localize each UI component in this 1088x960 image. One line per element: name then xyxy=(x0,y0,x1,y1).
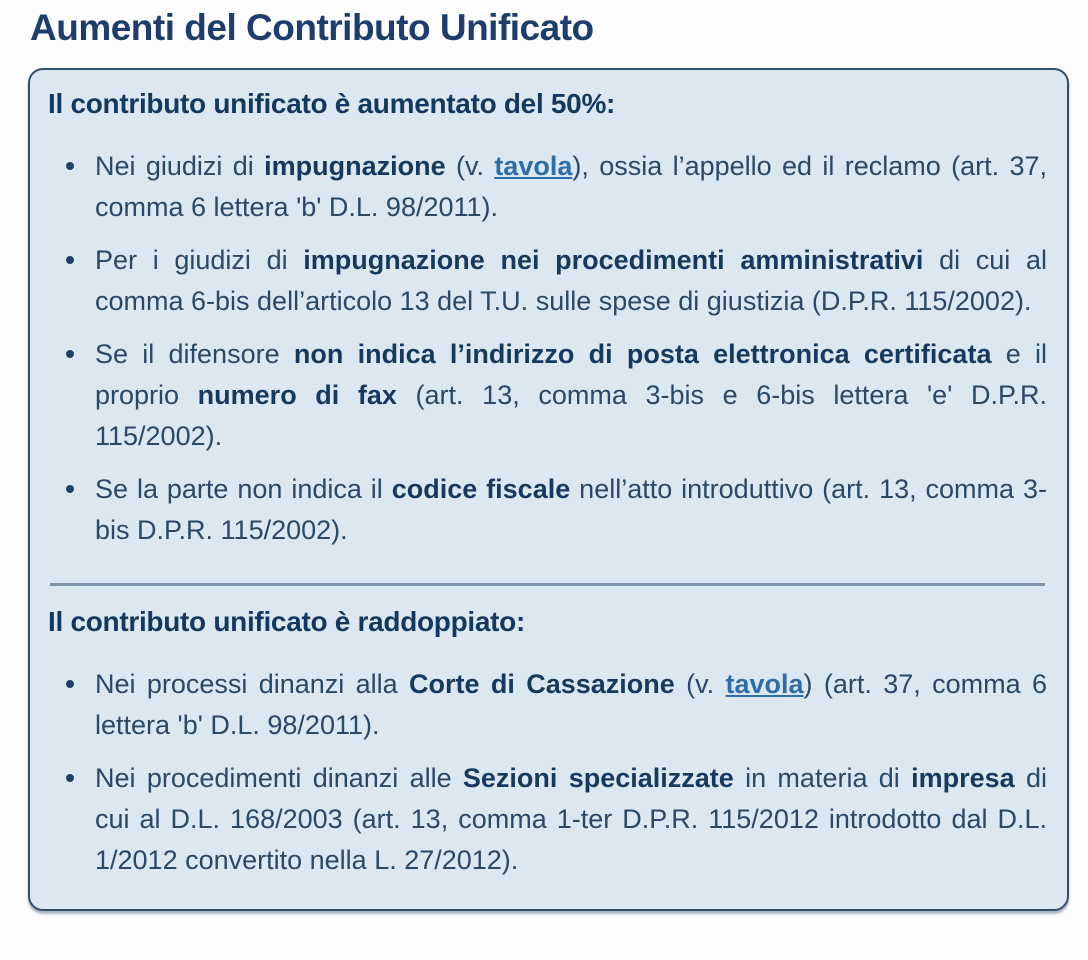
bullet-list xyxy=(48,146,1047,551)
bold-text: Sezioni specializzate xyxy=(462,763,734,793)
text-segment: nell’atto introduttivo (art. 13, comma 3-bis D.P.R. 115/2002). xyxy=(95,474,1047,545)
bold-text: Corte di Cassazione xyxy=(409,669,675,699)
text-segment: Se il difensore xyxy=(95,339,294,369)
text-segment: di cui al comma 6-bis dell’articolo 13 del T.U. sulle spese di giustizia (D.P.R. 115/2002). xyxy=(95,245,1047,316)
text-segment: (art. 13, comma 3-bis e 6-bis lettera 'e' D.P.R. 115/2002). xyxy=(95,380,1047,451)
text-segment: Nei giudizi di xyxy=(95,151,265,181)
bullet-icon xyxy=(66,162,74,170)
section-divider xyxy=(50,583,1045,586)
text-segment: (v. xyxy=(674,669,726,699)
bullet-icon xyxy=(66,774,74,782)
list-item xyxy=(95,240,1047,322)
text-segment: Nei procedimenti dinanzi alle xyxy=(95,763,463,793)
list-item xyxy=(95,146,1047,228)
panel-sections xyxy=(48,84,1047,881)
section-heading: Il contributo unificato è raddoppiato: xyxy=(48,606,526,637)
text-segment: in materia di xyxy=(733,763,912,793)
text-segment: (v. xyxy=(445,151,495,181)
bullet-list xyxy=(48,664,1047,881)
text-segment: Nei processi dinanzi alla xyxy=(95,669,410,699)
bold-text: impugnazione xyxy=(264,151,446,181)
list-item xyxy=(95,664,1047,746)
bullet-icon xyxy=(66,256,74,264)
tavola-link[interactable]: tavola xyxy=(494,151,573,181)
bold-text: impresa xyxy=(911,763,1015,793)
page-title: Aumenti del Contributo Unificato xyxy=(30,7,594,48)
list-item xyxy=(95,469,1047,551)
text-segment: ) (art. 37, comma 6 lettera 'b' D.L. 98/2011). xyxy=(95,669,1047,740)
bold-text: codice fiscale xyxy=(391,474,571,504)
section-heading: Il contributo unificato è aumentato del 50%: xyxy=(48,88,616,119)
text-segment: ), ossia l’appello ed il reclamo (art. 37, comma 6 lettera 'b' D.L. 98/2011). xyxy=(95,151,1047,222)
bullet-icon xyxy=(66,680,74,688)
list-item xyxy=(95,758,1047,881)
list-item xyxy=(95,334,1047,457)
bold-text: non indica l’indirizzo di posta elettronica certificata xyxy=(293,339,992,369)
text-segment: Se la parte non indica il xyxy=(95,474,392,504)
bullet-icon xyxy=(66,485,74,493)
text-segment: e il proprio xyxy=(95,339,1047,410)
text-segment: Per i giudizi di xyxy=(95,245,304,275)
bold-text: numero di fax xyxy=(197,380,397,410)
text-segment: di cui al D.L. 168/2003 (art. 13, comma 1-ter D.P.R. 115/2012 introdotto dal D.L. 1/2012 convertito nella L. 27/2012). xyxy=(95,763,1047,875)
content-panel xyxy=(28,68,1069,911)
tavola-link[interactable]: tavola xyxy=(725,669,804,699)
bold-text: impugnazione nei procedimenti amministrativi xyxy=(303,245,924,275)
bullet-icon xyxy=(66,350,74,358)
